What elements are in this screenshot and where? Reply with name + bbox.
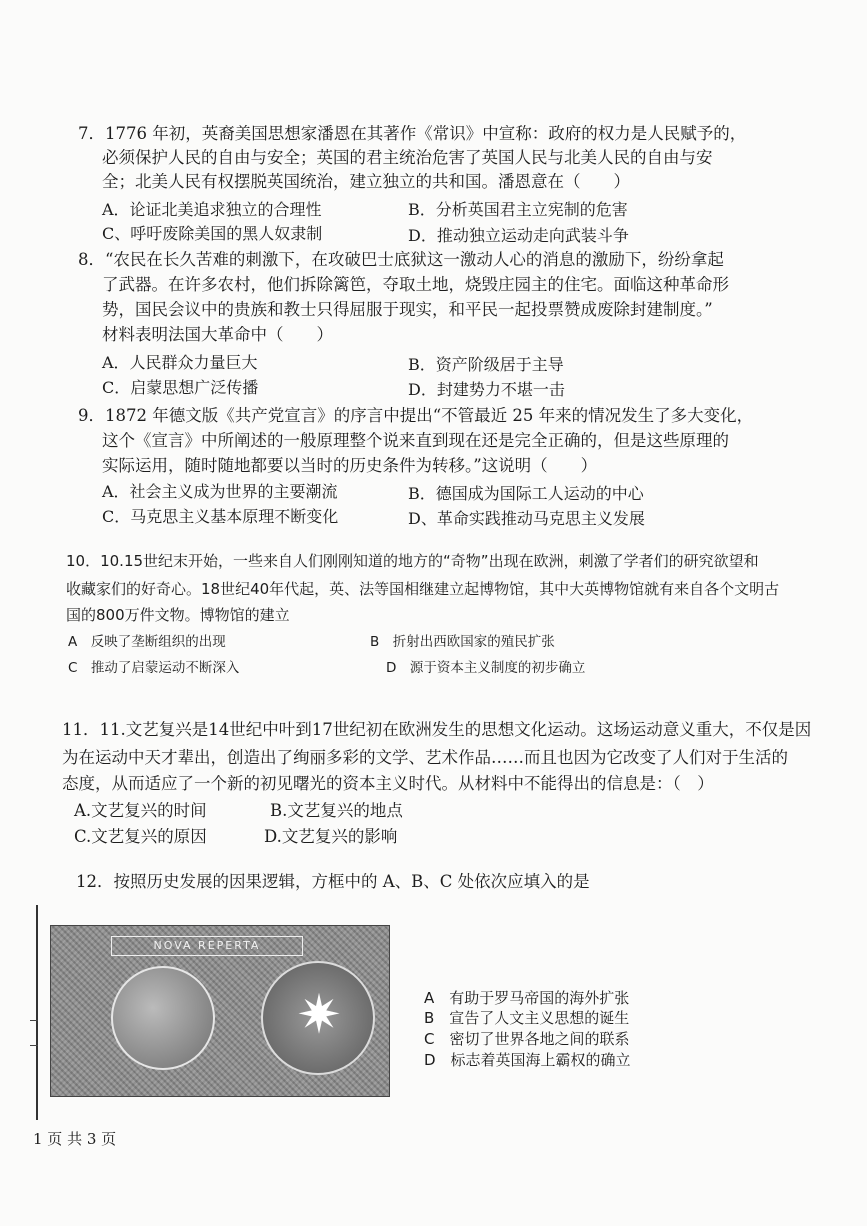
q11-option-b: B.文艺复兴的地点 (270, 801, 403, 820)
q8-line-1: 8．“农民在长久苦难的刺激下，在攻破巴士底狱这一激动人心的消息的激励下，纷纷拿起 (78, 250, 724, 269)
q9-option-b: B．德国成为国际工人运动的中心 (408, 484, 644, 503)
q10-option-c: C 推动了启蒙运动不断深入 (68, 660, 240, 676)
q9-line-2: 这个《宣言》中所阐述的一般原理整个说来直到现在还是完全正确的，但是这些原理的 (102, 431, 729, 450)
q12-option-b: B 宣告了人文主义思想的诞生 (424, 1009, 630, 1027)
q10-line-2: 收藏家们的好奇心。18世纪40年代起，英、法等国相继建立起博物馆，其中大英博物馆就有来自各个文明古 (66, 580, 780, 598)
q11-line-3: 态度，从而适应了一个新的初见曙光的资本主义时代。从材料中不能得出的信息是：（ ） (62, 774, 714, 793)
margin-tick (30, 1020, 38, 1021)
binding-margin-line (36, 905, 38, 1120)
q7-line-3: 全；北美人民有权摆脱英国统治，建立独立的共和国。潘恩意在（ ） (102, 172, 630, 191)
q7-line-1: 7．1776 年初，英裔美国思想家潘恩在其著作《常识》中宣称：政府的权力是人民赋予的， (78, 124, 747, 143)
q12-stem: 12．按照历史发展的因果逻辑，方框中的 A、B、C 处依次应填入的是 (76, 872, 590, 891)
q7-option-b: B．分析英国君主立宪制的危害 (408, 200, 628, 219)
q7-line-2: 必须保护人民的自由与安全；英国的君主统治危害了英国人民与北美人民的自由与安 (102, 148, 713, 167)
q10-line-3: 国的800万件文物。博物馆的建立 (66, 606, 290, 624)
compass-rose-icon (261, 961, 375, 1075)
q8-line-4: 材料表明法国大革命中（ ） (102, 325, 333, 344)
q11-line-2: 为在运动中天才辈出，创造出了绚丽多彩的文学、艺术作品……而且也因为它改变了人们对于生活的 (62, 748, 788, 767)
q9-option-c: C．马克思主义基本原理不断变化 (102, 507, 339, 526)
q12-option-d: D 标志着英国海上霸权的确立 (424, 1051, 631, 1069)
q9-option-d: D、革命实践推动马克思主义发展 (408, 509, 645, 528)
compass-star-icon: ✷ (296, 983, 342, 1046)
q7-option-d: D．推动独立运动走向武装斗争 (408, 226, 629, 245)
q11-line-1: 11．11.文艺复兴是14世纪中叶到17世纪初在欧洲发生的思想文化运动。这场运动意义重大，不仅是因 (62, 720, 812, 739)
q8-option-b: B．资产阶级居于主导 (408, 355, 564, 374)
q8-option-c: C．启蒙思想广泛传播 (102, 378, 259, 397)
q12-option-a: A 有助于罗马帝国的海外扩张 (424, 989, 630, 1007)
q11-option-a: A.文艺复兴的时间 (74, 801, 207, 820)
q7-option-c: C、呼吁废除美国的黑人奴隶制 (102, 224, 323, 243)
q8-option-a: A．人民群众力量巨大 (102, 353, 258, 372)
q8-line-3: 势，国民会议中的贵族和教士只得屈服于现实，和平民一起投票赞成废除封建制度。” (102, 300, 713, 319)
q10-option-a: A 反映了垄断组织的出现 (68, 634, 226, 650)
q10-option-b: B 折射出西欧国家的殖民扩张 (370, 634, 555, 650)
q7-option-a: A．论证北美追求独立的合理性 (102, 200, 322, 219)
q8-option-d: D．封建势力不堪一击 (408, 380, 565, 399)
nova-reperta-engraving (50, 925, 390, 1097)
q8-line-2: 了武器。在许多农村，他们拆除篱笆，夺取土地，烧毁庄园主的住宅。面临这种革命形 (102, 275, 729, 294)
q11-option-c: C.文艺复兴的原因 (74, 827, 207, 846)
q11-option-d: D.文艺复兴的影响 (264, 827, 398, 846)
q9-line-1: 9．1872 年德文版《共产党宣言》的序言中提出“不管最近 25 年来的情况发生了多大变化， (78, 406, 754, 425)
globe-icon (111, 966, 215, 1070)
q10-line-1: 10．10.15世纪末开始，一些来自人们刚刚知道的地方的“奇物”出现在欧洲，刺激了学者们的研究欲望和 (66, 552, 759, 570)
q12-option-c: C 密切了世界各地之间的联系 (424, 1030, 630, 1048)
margin-tick (30, 1045, 38, 1046)
engraving-banner: NOVA REPERTA (111, 936, 303, 956)
q9-line-3: 实际运用，随时随地都要以当时的历史条件为转移。”这说明（ ） (102, 456, 598, 475)
page-footer: 1 页 共 3 页 (33, 1130, 117, 1148)
q9-option-a: A．社会主义成为世界的主要潮流 (102, 482, 338, 501)
q10-option-d: D 源于资本主义制度的初步确立 (386, 660, 586, 676)
